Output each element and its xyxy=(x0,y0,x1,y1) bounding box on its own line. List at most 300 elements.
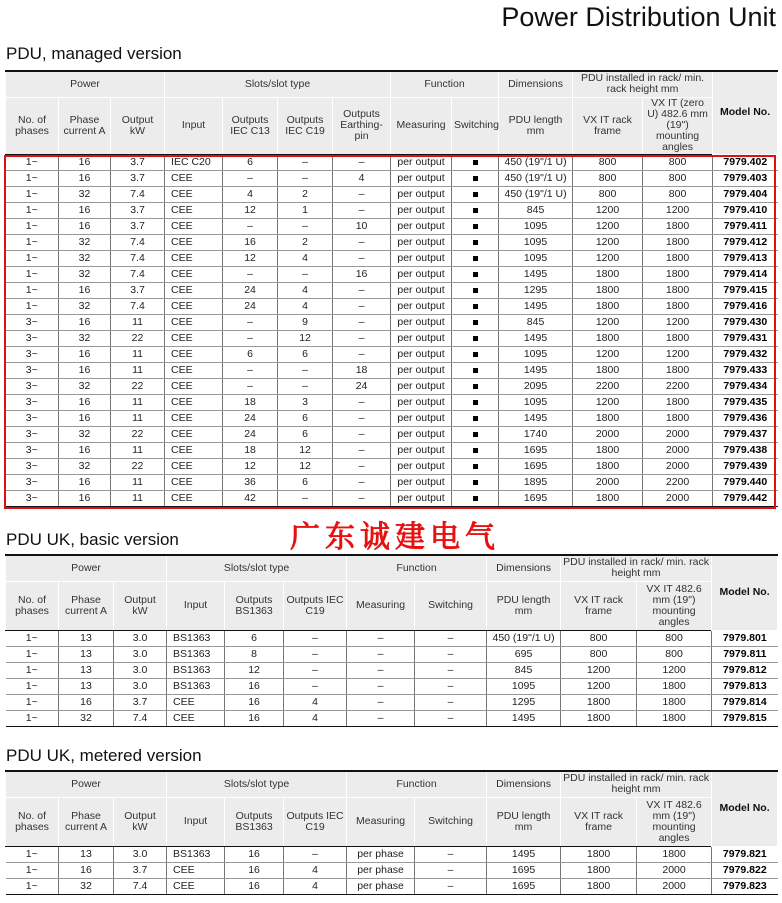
table-cell: 16 xyxy=(59,694,114,710)
table-cell: 32 xyxy=(59,426,111,442)
table-cell: – xyxy=(333,282,391,298)
table-uk-basic xyxy=(5,554,778,727)
table-cell: 1~ xyxy=(6,878,59,894)
model-header: Model No. xyxy=(712,771,778,846)
table-cell: – xyxy=(333,250,391,266)
column-header: VX IT 482.6 mm (19") mounting angles xyxy=(637,581,712,630)
table-cell: 3~ xyxy=(6,346,59,362)
table-cell: per phase xyxy=(347,862,415,878)
model-number-cell: 7979.431 xyxy=(713,330,778,346)
table-cell: 1740 xyxy=(499,426,573,442)
table-cell: CEE xyxy=(165,378,223,394)
table-cell: CEE xyxy=(165,330,223,346)
table-cell: 32 xyxy=(59,234,111,250)
table-cell xyxy=(452,154,499,170)
table-row xyxy=(6,442,778,458)
table-cell: 1095 xyxy=(499,394,573,410)
table-cell: 1800 xyxy=(573,458,643,474)
table-cell xyxy=(452,282,499,298)
table-cell: 3.7 xyxy=(114,862,167,878)
table-cell xyxy=(452,330,499,346)
table-cell: 4 xyxy=(284,710,347,726)
table-cell: 1~ xyxy=(6,662,59,678)
table-cell: 1095 xyxy=(487,678,561,694)
switching-marker-icon xyxy=(473,176,478,181)
table-cell: 24 xyxy=(223,282,278,298)
model-number-cell: 7979.812 xyxy=(712,662,778,678)
table-cell: 2 xyxy=(278,234,333,250)
table-cell: 32 xyxy=(59,266,111,282)
table-cell: 1~ xyxy=(6,234,59,250)
table-cell: per output xyxy=(391,314,452,330)
table-cell: 13 xyxy=(59,846,114,862)
table-cell: – xyxy=(333,186,391,202)
table-cell: 800 xyxy=(573,170,643,186)
table-cell: CEE xyxy=(165,314,223,330)
page-title: Power Distribution Unit xyxy=(501,2,776,32)
table-row xyxy=(6,662,778,678)
table-cell: 11 xyxy=(111,314,165,330)
table-cell: per output xyxy=(391,362,452,378)
table-cell: IEC C20 xyxy=(165,154,223,170)
table-cell: 42 xyxy=(223,490,278,506)
table-cell: 1~ xyxy=(6,218,59,234)
table-cell: 2000 xyxy=(573,474,643,490)
table-cell: 2200 xyxy=(643,378,713,394)
table-row xyxy=(6,710,778,726)
table-row xyxy=(6,186,778,202)
table-cell: per output xyxy=(391,378,452,394)
table-cell: 32 xyxy=(59,878,114,894)
table-cell: – xyxy=(333,458,391,474)
table-cell: 1 xyxy=(278,202,333,218)
table-cell: CEE xyxy=(167,862,225,878)
table-row xyxy=(6,346,778,362)
table-cell: 3.7 xyxy=(111,218,165,234)
table-cell: 3.0 xyxy=(114,678,167,694)
table-cell: 3.0 xyxy=(114,630,167,646)
table-cell: 1295 xyxy=(499,282,573,298)
table-cell: 2200 xyxy=(643,474,713,490)
table-cell: – xyxy=(333,410,391,426)
table-cell: CEE xyxy=(165,218,223,234)
model-number-cell: 7979.811 xyxy=(712,646,778,662)
table-cell: 4 xyxy=(333,170,391,186)
table-cell: 1495 xyxy=(499,298,573,314)
table-row xyxy=(6,490,778,506)
table-row xyxy=(6,362,778,378)
table-row xyxy=(6,170,778,186)
table-cell: 1200 xyxy=(573,394,643,410)
column-header: VX IT rack frame xyxy=(573,97,643,154)
table-cell: 16 xyxy=(225,678,284,694)
table-row xyxy=(6,314,778,330)
table-cell: 3.0 xyxy=(114,662,167,678)
table-cell: 1800 xyxy=(573,266,643,282)
table-cell: 2000 xyxy=(637,878,712,894)
model-number-cell: 7979.437 xyxy=(713,426,778,442)
table-cell: 2095 xyxy=(499,378,573,394)
table-cell: 3~ xyxy=(6,426,59,442)
table-cell: 800 xyxy=(643,186,713,202)
group-header: Function xyxy=(347,555,487,581)
table-cell: – xyxy=(223,170,278,186)
table-cell: 3~ xyxy=(6,394,59,410)
table-cell: 7.4 xyxy=(114,878,167,894)
table-cell: 1895 xyxy=(499,474,573,490)
table-cell: CEE xyxy=(167,694,225,710)
table-cell: 6 xyxy=(223,346,278,362)
table-cell: 32 xyxy=(59,250,111,266)
table-row xyxy=(6,218,778,234)
switching-marker-icon xyxy=(473,208,478,213)
switching-marker-icon xyxy=(473,272,478,277)
table-cell: 1200 xyxy=(573,234,643,250)
column-header: Switching xyxy=(452,97,499,154)
switching-marker-icon xyxy=(473,368,478,373)
group-header: Dimensions xyxy=(487,555,561,581)
table-cell: 32 xyxy=(59,710,114,726)
table-cell: 3~ xyxy=(6,474,59,490)
table-cell: – xyxy=(333,234,391,250)
table-cell: 2000 xyxy=(637,862,712,878)
table-cell: 1800 xyxy=(561,710,637,726)
table-cell: 12 xyxy=(223,202,278,218)
group-header: PDU installed in rack/ min. rack height mm xyxy=(561,555,712,581)
column-header: Outputs IEC C19 xyxy=(284,797,347,846)
table-cell: 1200 xyxy=(573,202,643,218)
table-cell: 16 xyxy=(59,202,111,218)
table-cell: 1~ xyxy=(6,298,59,314)
table-row xyxy=(6,678,778,694)
table-row xyxy=(6,378,778,394)
table-cell: 16 xyxy=(59,154,111,170)
table-cell: CEE xyxy=(165,202,223,218)
column-header: Measuring xyxy=(391,97,452,154)
table-cell: 6 xyxy=(278,474,333,490)
table-cell: 22 xyxy=(111,330,165,346)
switching-marker-icon xyxy=(473,256,478,261)
table-row xyxy=(6,846,778,862)
table-cell: 1695 xyxy=(499,442,573,458)
table-cell: CEE xyxy=(165,394,223,410)
table-cell: 16 xyxy=(59,218,111,234)
column-header: Output kW xyxy=(114,797,167,846)
table-cell: 3~ xyxy=(6,442,59,458)
table-managed xyxy=(5,70,778,507)
table-cell xyxy=(452,394,499,410)
table-cell: – xyxy=(223,218,278,234)
table-cell: – xyxy=(333,298,391,314)
table-cell: – xyxy=(347,662,415,678)
table-cell: – xyxy=(223,330,278,346)
table-cell: BS1363 xyxy=(167,646,225,662)
table-cell xyxy=(452,490,499,506)
table-cell: 1200 xyxy=(573,346,643,362)
table-cell: 3~ xyxy=(6,458,59,474)
table-cell: 1800 xyxy=(573,490,643,506)
table-cell: 1800 xyxy=(643,362,713,378)
table-row xyxy=(6,234,778,250)
table-cell xyxy=(452,218,499,234)
switching-marker-icon xyxy=(473,496,478,501)
table-cell: CEE xyxy=(165,362,223,378)
table-cell: 32 xyxy=(59,378,111,394)
model-number-cell: 7979.435 xyxy=(713,394,778,410)
table-cell: 13 xyxy=(59,630,114,646)
table-cell: 2000 xyxy=(643,426,713,442)
table-cell: 800 xyxy=(561,646,637,662)
table-cell: 1200 xyxy=(643,346,713,362)
table-cell: – xyxy=(415,846,487,862)
table-row xyxy=(6,426,778,442)
table-cell: – xyxy=(278,362,333,378)
table-cell xyxy=(452,234,499,250)
table-cell: 7.4 xyxy=(111,266,165,282)
table-cell: 1495 xyxy=(499,330,573,346)
table-cell xyxy=(452,362,499,378)
watermark: 广东诚建电气 xyxy=(290,520,500,555)
table-cell: – xyxy=(333,490,391,506)
table-cell: – xyxy=(284,846,347,862)
column-header: Measuring xyxy=(347,581,415,630)
table-cell: 800 xyxy=(561,630,637,646)
table-cell: – xyxy=(415,710,487,726)
table-cell: per output xyxy=(391,218,452,234)
column-header: Outputs IEC C13 xyxy=(223,97,278,154)
table-cell: 2 xyxy=(278,186,333,202)
table-cell: 1800 xyxy=(561,846,637,862)
table-cell: 3~ xyxy=(6,330,59,346)
table-cell: per output xyxy=(391,394,452,410)
table-cell: – xyxy=(223,378,278,394)
group-header: Power xyxy=(6,771,167,797)
group-header: PDU installed in rack/ min. rack height mm xyxy=(573,71,713,97)
switching-marker-icon xyxy=(473,384,478,389)
table-cell: 4 xyxy=(223,186,278,202)
table-cell: 1~ xyxy=(6,630,59,646)
table-cell: – xyxy=(284,662,347,678)
table-cell: 450 (19"/1 U) xyxy=(499,154,573,170)
table-cell xyxy=(452,442,499,458)
table-cell: 1695 xyxy=(499,458,573,474)
table-cell: 16 xyxy=(225,878,284,894)
table-cell: 1800 xyxy=(643,410,713,426)
table-cell: 3~ xyxy=(6,378,59,394)
table-cell: BS1363 xyxy=(167,846,225,862)
table-cell: CEE xyxy=(165,234,223,250)
model-number-cell: 7979.416 xyxy=(713,298,778,314)
table-cell: 1800 xyxy=(561,878,637,894)
table-cell: 1800 xyxy=(643,250,713,266)
table-cell: – xyxy=(347,694,415,710)
table-cell: per output xyxy=(391,298,452,314)
table-cell: BS1363 xyxy=(167,662,225,678)
table-cell: 24 xyxy=(223,426,278,442)
switching-marker-icon xyxy=(473,192,478,197)
table-cell: – xyxy=(278,218,333,234)
table-cell xyxy=(452,346,499,362)
table-cell: 3~ xyxy=(6,410,59,426)
table-cell: – xyxy=(223,362,278,378)
table-cell: 3.7 xyxy=(111,202,165,218)
table-cell: 450 (19"/1 U) xyxy=(487,630,561,646)
table-cell: 800 xyxy=(637,646,712,662)
table-cell: 8 xyxy=(225,646,284,662)
table-cell: 3~ xyxy=(6,362,59,378)
table-cell xyxy=(452,250,499,266)
table-cell: 1~ xyxy=(6,154,59,170)
table-cell: – xyxy=(415,662,487,678)
group-header: Power xyxy=(6,555,167,581)
table-cell: – xyxy=(278,266,333,282)
column-header: Switching xyxy=(415,581,487,630)
table-cell: – xyxy=(347,646,415,662)
table-cell: 1800 xyxy=(643,266,713,282)
table-cell: 24 xyxy=(223,410,278,426)
column-header: VX IT 482.6 mm (19") mounting angles xyxy=(637,797,712,846)
table-cell: CEE xyxy=(165,346,223,362)
table-row xyxy=(6,250,778,266)
table-cell: 2000 xyxy=(573,426,643,442)
table-cell: 32 xyxy=(59,330,111,346)
table-cell xyxy=(452,426,499,442)
table-cell: 3 xyxy=(278,394,333,410)
section-title-managed: PDU, managed version xyxy=(6,44,182,63)
table-cell: 3.0 xyxy=(114,846,167,862)
table-cell: 2000 xyxy=(643,442,713,458)
table-cell: – xyxy=(333,442,391,458)
table-cell: 4 xyxy=(278,298,333,314)
model-number-cell: 7979.801 xyxy=(712,630,778,646)
table-cell: 3.7 xyxy=(111,170,165,186)
table-cell: CEE xyxy=(165,410,223,426)
table-cell: 4 xyxy=(278,250,333,266)
model-number-cell: 7979.815 xyxy=(712,710,778,726)
table-cell: 800 xyxy=(637,630,712,646)
table-row xyxy=(6,330,778,346)
table-cell: – xyxy=(278,490,333,506)
column-header: PDU length mm xyxy=(499,97,573,154)
model-number-cell: 7979.414 xyxy=(713,266,778,282)
switching-marker-icon xyxy=(473,400,478,405)
table-cell: 3.7 xyxy=(111,282,165,298)
table-row xyxy=(6,298,778,314)
table-row xyxy=(6,694,778,710)
table-cell: 450 (19"/1 U) xyxy=(499,186,573,202)
switching-marker-icon xyxy=(473,464,478,469)
column-header: Outputs IEC C19 xyxy=(284,581,347,630)
table-cell: 1495 xyxy=(487,846,561,862)
table-row xyxy=(6,474,778,490)
table-cell: 845 xyxy=(499,314,573,330)
table-cell: – xyxy=(333,154,391,170)
table-cell xyxy=(452,202,499,218)
table-cell: 1695 xyxy=(499,490,573,506)
table-cell: per output xyxy=(391,266,452,282)
table-cell: per output xyxy=(391,170,452,186)
table-cell: 12 xyxy=(223,250,278,266)
switching-marker-icon xyxy=(473,304,478,309)
table-cell: – xyxy=(333,346,391,362)
table-cell: 1~ xyxy=(6,202,59,218)
column-header: Phase current A xyxy=(59,97,111,154)
table-cell: 4 xyxy=(284,862,347,878)
table-cell: 1~ xyxy=(6,710,59,726)
column-header: Phase current A xyxy=(59,797,114,846)
table-cell: 16 xyxy=(59,170,111,186)
table-cell: 1800 xyxy=(637,694,712,710)
column-header: Output kW xyxy=(111,97,165,154)
table-cell: 1095 xyxy=(499,346,573,362)
table-cell: per output xyxy=(391,410,452,426)
group-header: Slots/slot type xyxy=(167,555,347,581)
table-cell: 1495 xyxy=(487,710,561,726)
table-cell: 16 xyxy=(223,234,278,250)
table-cell: 32 xyxy=(59,458,111,474)
table-cell: 6 xyxy=(223,154,278,170)
table-cell: 24 xyxy=(223,298,278,314)
model-number-cell: 7979.412 xyxy=(713,234,778,250)
table-cell: 2000 xyxy=(643,458,713,474)
group-header: Dimensions xyxy=(499,71,573,97)
column-header: Outputs BS1363 xyxy=(225,797,284,846)
table-uk-metered xyxy=(5,770,778,895)
table-cell: 1200 xyxy=(643,314,713,330)
model-number-cell: 7979.433 xyxy=(713,362,778,378)
switching-marker-icon xyxy=(473,224,478,229)
column-header: Output kW xyxy=(114,581,167,630)
table-cell: CEE xyxy=(167,710,225,726)
table-cell: per output xyxy=(391,330,452,346)
column-header: Phase current A xyxy=(59,581,114,630)
column-header: VX IT rack frame xyxy=(561,581,637,630)
model-number-cell: 7979.439 xyxy=(713,458,778,474)
table-cell: per output xyxy=(391,250,452,266)
table-cell: CEE xyxy=(165,426,223,442)
model-number-cell: 7979.430 xyxy=(713,314,778,330)
table-cell: CEE xyxy=(167,878,225,894)
table-cell: 16 xyxy=(59,314,111,330)
table-cell: 7.4 xyxy=(111,250,165,266)
table-row xyxy=(6,458,778,474)
table-cell: per output xyxy=(391,474,452,490)
switching-marker-icon xyxy=(473,336,478,341)
table-row xyxy=(6,266,778,282)
table-cell: – xyxy=(347,710,415,726)
table-cell: 845 xyxy=(487,662,561,678)
table-row xyxy=(6,878,778,894)
table-cell: 16 xyxy=(59,862,114,878)
table-cell xyxy=(452,170,499,186)
model-number-cell: 7979.440 xyxy=(713,474,778,490)
model-header: Model No. xyxy=(712,555,778,630)
group-header: PDU installed in rack/ min. rack height mm xyxy=(561,771,712,797)
table-cell: 13 xyxy=(59,678,114,694)
table-cell: 4 xyxy=(284,878,347,894)
table-row xyxy=(6,630,778,646)
switching-marker-icon xyxy=(473,352,478,357)
table-row xyxy=(6,410,778,426)
table-cell: 1800 xyxy=(573,282,643,298)
model-number-cell: 7979.821 xyxy=(712,846,778,862)
table-cell: per output xyxy=(391,154,452,170)
table-cell: 1~ xyxy=(6,186,59,202)
model-number-cell: 7979.442 xyxy=(713,490,778,506)
table-cell: 845 xyxy=(499,202,573,218)
table-cell: 1800 xyxy=(643,282,713,298)
table-cell: 1800 xyxy=(643,218,713,234)
